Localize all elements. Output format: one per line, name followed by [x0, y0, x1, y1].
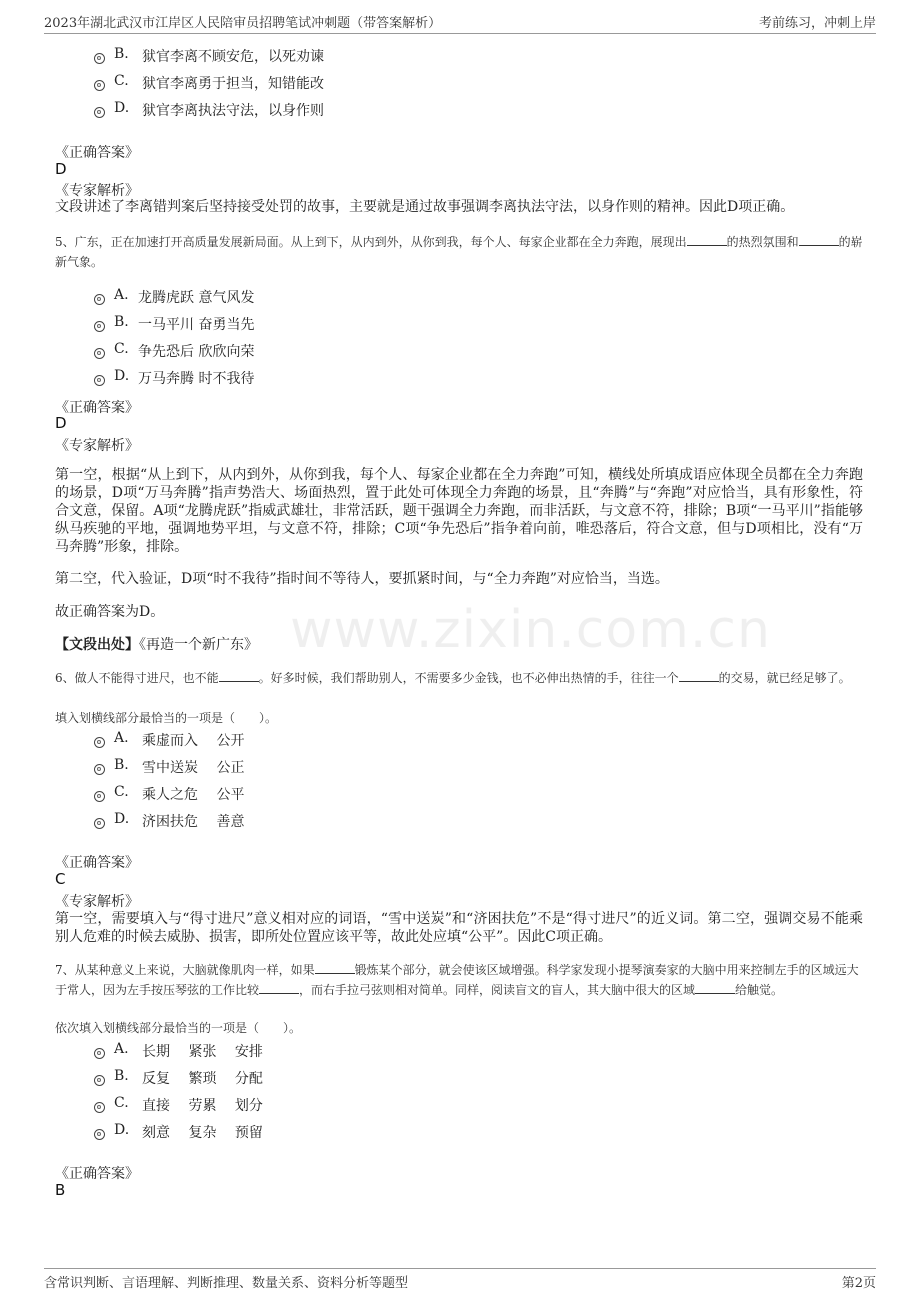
radio-icon[interactable] [94, 321, 105, 332]
analysis-paragraph-1: 第一空，根据“从上到下，从内到外，从你到我，每个人、每家企业都在全力奔跑”可知，横线处所填成语应体现全员都在全力奔跑的场景，D项“万马奔腾”指声势浩大、场面热烈，置于此处可体现全力奔跑的场景，且“奔腾”与“奔跑”对应恰当，具有形象性，符合文意，保留。A项“龙腾虎跃”指威武雄壮，非常活跃，题干强调全力奔跑，而非活跃，与文意不符，排除；B项“一马平川”指能够纵马疾驰的平地，强调地势平坦，与文意不符，排除；C项“争先恐后”指争着向前，唯恐落后，符合文意，但与D项相比，没有“万马奔腾”形象，排除。 [55, 467, 863, 555]
answer-label: 《正确答案》 [55, 145, 139, 161]
answer-label: 《正确答案》 [55, 400, 139, 416]
page-number: 第2页 [841, 1276, 876, 1291]
blank [679, 669, 719, 682]
radio-icon[interactable] [94, 348, 105, 359]
radio-icon[interactable] [94, 764, 105, 775]
blank [695, 981, 735, 994]
blank [799, 233, 839, 246]
answer-label: 《正确答案》 [55, 1166, 139, 1182]
header-divider [44, 33, 876, 34]
analysis-text: 文段讲述了李离错判案后坚持接受处罚的故事，主要就是通过故事强调李离执法守法，以身作则的精神。因此D项正确。 [55, 199, 795, 215]
footer-text: 含常识判断、言语理解、判断推理、数量关系、资料分析等题型 [44, 1276, 409, 1291]
radio-icon[interactable] [94, 1102, 105, 1113]
radio-icon[interactable] [94, 53, 105, 64]
answer-label: 《正确答案》 [55, 855, 139, 871]
question-5-stem: 5、广东，正在加速打开高质量发展新局面。从上到下，从内到外，从你到我，每个人、每家企业都在全力奔跑，展现出 的热烈氛围和 的崭新气象。 [55, 235, 863, 269]
analysis-label: 《专家解析》 [55, 183, 139, 199]
radio-icon[interactable] [94, 737, 105, 748]
question-6-instruction: 填入划横线部分最恰当的一项是（ ）。 [55, 711, 278, 725]
analysis-paragraph-2: 第二空，代入验证，D项“时不我待”指时间不等待人，要抓紧时间，与“全力奔跑”对应恰当，当选。 [55, 571, 669, 587]
radio-icon[interactable] [94, 1048, 105, 1059]
question-7-stem: 7、从某种意义上来说，大脑就像肌肉一样，如果 锻炼某个部分，就会使该区域增强。科学家发现小提琴演奏家的大脑中用来控制左手的区域远大于常人，因为左手按压琴弦的工作比较 ，而右手拉弓弦则相对简单。同样，阅读盲文的盲人，其大脑中很大的区域 给触觉。 [55, 963, 859, 997]
answer-value: C [55, 870, 66, 888]
answer-value: D [55, 414, 67, 432]
header-slogan: 考前练习，冲刺上岸 [758, 16, 876, 31]
answer-value: D [55, 160, 67, 178]
watermark: www.zixin.com.cn [290, 600, 771, 660]
blank [315, 961, 355, 974]
radio-icon[interactable] [94, 1075, 105, 1086]
analysis-label: 《专家解析》 [55, 438, 139, 454]
radio-icon[interactable] [94, 294, 105, 305]
footer-divider [44, 1268, 876, 1269]
radio-icon[interactable] [94, 1129, 105, 1140]
document-title: 2023年湖北武汉市江岸区人民陪审员招聘笔试冲刺题（带答案解析） [44, 16, 442, 31]
answer-value: B [55, 1181, 66, 1199]
radio-icon[interactable] [94, 375, 105, 386]
question-6-stem: 6、做人不能得寸进尺，也不能 。好多时候，我们帮助别人，不需要多少金钱，也不必伸出热情的手，往往一个 的交易，就已经足够了。 [55, 671, 851, 685]
radio-icon[interactable] [94, 791, 105, 802]
radio-icon[interactable] [94, 107, 105, 118]
radio-icon[interactable] [94, 80, 105, 91]
analysis-label: 《专家解析》 [55, 894, 139, 910]
question-7-instruction: 依次填入划横线部分最恰当的一项是（ ）。 [55, 1021, 302, 1035]
analysis-paragraph-3: 故正确答案为D。 [55, 604, 165, 620]
analysis-text: 第一空，需要填入与“得寸进尺”意义相对应的词语，“雪中送炭”和“济困扶危”不是“得寸进尺”的近义词。第二空，强调交易不能乘别人危难的时候去威胁、损害，即所处位置应该平等，故此处应填“公平”。因此C项正确。 [55, 911, 863, 945]
blank [259, 981, 299, 994]
source-line: 【文段出处】《再造一个新广东》 [55, 637, 258, 653]
radio-icon[interactable] [94, 818, 105, 829]
blank [219, 669, 259, 682]
blank [687, 233, 727, 246]
